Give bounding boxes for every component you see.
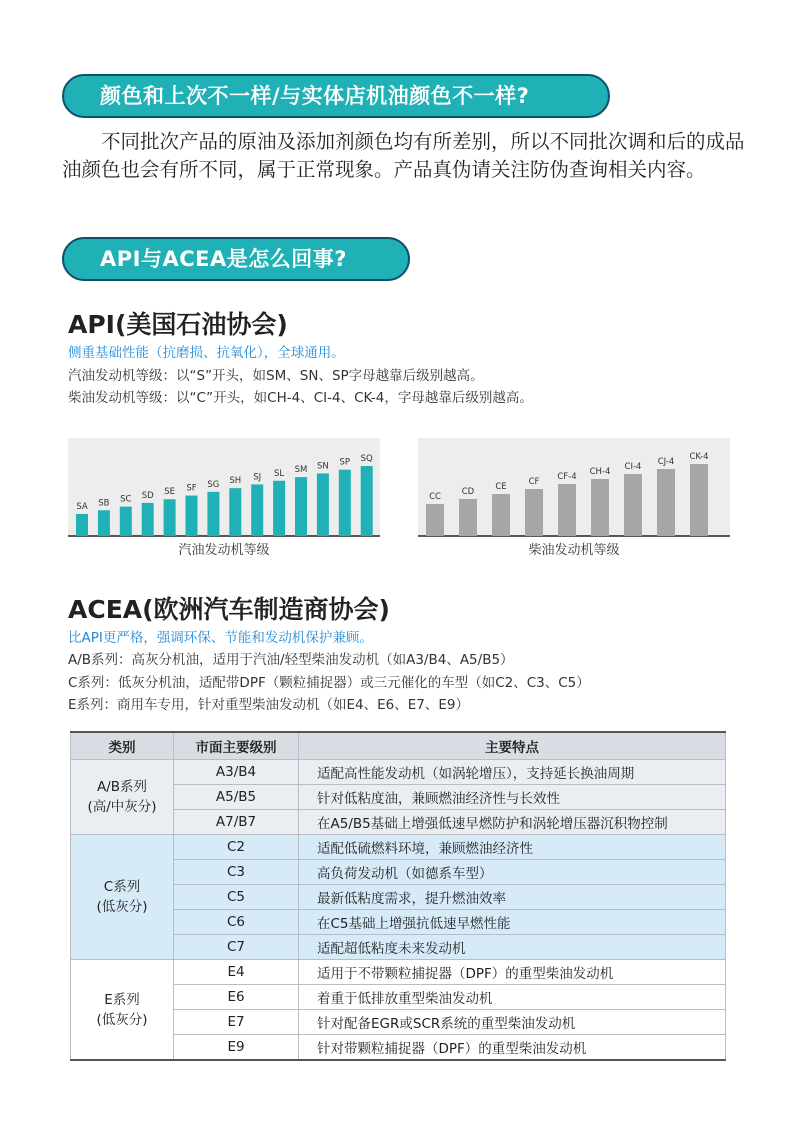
gasoline-bar-sb — [98, 510, 110, 536]
feature-cell: 适配低硫燃料环境，兼顾燃油经济性 — [299, 835, 726, 860]
gasoline-bar-label: SL — [274, 468, 285, 479]
gasoline-bar-sp — [339, 470, 351, 536]
feature-cell: 针对低粘度油，兼顾燃油经济性与长效性 — [299, 785, 726, 810]
gasoline-bar-label: SE — [164, 487, 175, 498]
diesel-bar-label: CH-4 — [589, 467, 611, 477]
grade-cell: C7 — [174, 935, 299, 960]
gasoline-bar-label: SJ — [253, 472, 262, 483]
feature-cell: 高负荷发动机（如德系车型） — [299, 860, 726, 885]
feature-cell: 最新低粘度需求，提升燃油效率 — [299, 885, 726, 910]
gasoline-bar-label: SH — [229, 476, 242, 487]
gasoline-bar-label: SG — [207, 479, 220, 490]
gasoline-bar-sl — [273, 481, 285, 536]
category-ash: (高/中灰分) — [87, 799, 157, 815]
grade-cell: E9 — [174, 1035, 299, 1061]
gasoline-grade-chart — [68, 438, 380, 558]
gasoline-bar-label: SM — [294, 465, 308, 476]
diesel-bar-label: CJ-4 — [657, 457, 675, 467]
diesel-chart-label: 柴油发动机等级 — [528, 543, 620, 558]
grade-cell: C3 — [174, 860, 299, 885]
diesel-bar-label: CI-4 — [624, 462, 642, 472]
faq-heading-api-acea: API与ACEA是怎么回事? — [62, 237, 410, 281]
acea-title: ACEA(欧洲汽车制造商协会) — [68, 595, 390, 624]
diesel-bar-ci-4 — [624, 474, 642, 536]
diesel-bar-ck-4 — [690, 464, 708, 536]
grade-cell: C2 — [174, 835, 299, 860]
diesel-bar-label: CD — [461, 487, 475, 497]
feature-cell: 适配超低粘度未来发动机 — [299, 935, 726, 960]
diesel-bar-label: CF — [528, 477, 540, 487]
acea-ab-line: A/B系列：高灰分机油，适用于汽油/轻型柴油发动机（如A3/B4、A5/B5） — [68, 652, 514, 668]
grade-cell: C5 — [174, 885, 299, 910]
table-row — [71, 760, 726, 785]
gasoline-bar-sj — [251, 484, 263, 536]
api-gasoline-line: 汽油发动机等级：以“S”开头，如SM、SN、SP字母越靠后级别越高。 — [68, 368, 484, 384]
gasoline-bar-label: SF — [186, 483, 197, 494]
category-ab — [71, 760, 174, 835]
faq-heading-oil-color: 颜色和上次不一样/与实体店机油颜色不一样? — [62, 74, 610, 118]
category-ash: (低灰分) — [96, 899, 148, 915]
category-name: A/B系列 — [96, 779, 148, 795]
header-category: 类别 — [71, 732, 174, 760]
feature-cell: 着重于低排放重型柴油发动机 — [299, 985, 726, 1010]
diesel-grade-chart — [418, 438, 730, 558]
diesel-bar-cf — [525, 489, 543, 536]
gasoline-bar-label: SA — [76, 502, 88, 512]
gasoline-bar-label: SD — [141, 490, 154, 501]
diesel-bar-label: CC — [429, 492, 441, 502]
api-diesel-line: 柴油发动机等级：以“C”开头，如CH-4、CI-4、CK-4，字母越靠后级别越高。 — [68, 390, 533, 406]
diesel-bar-cc — [426, 504, 444, 536]
gasoline-bar-label: SC — [120, 494, 132, 505]
acea-note: 比API更严格，强调环保、节能和发动机保护兼顾。 — [68, 630, 373, 646]
category-name: C系列 — [103, 879, 141, 895]
acea-c-line: C系列：低灰分机油，适配带DPF（颗粒捕捉器）或三元催化的车型（如C2、C3、C5） — [68, 675, 590, 691]
gasoline-bar-sc — [120, 507, 132, 536]
gasoline-bar-sh — [229, 488, 241, 536]
gasoline-bar-sa — [76, 514, 88, 536]
diesel-bar-label: CF-4 — [557, 472, 577, 482]
category-name: E系列 — [104, 991, 140, 1008]
diesel-bar-cd — [459, 499, 477, 536]
feature-cell: 在C5基础上增强抗低速早燃性能 — [299, 910, 726, 935]
gasoline-bar-sq — [361, 466, 373, 536]
gasoline-bar-sm — [295, 477, 307, 536]
gasoline-bar-label: SB — [98, 498, 110, 509]
gasoline-bar-sn — [317, 473, 329, 536]
gasoline-bar-label: SQ — [360, 454, 373, 464]
api-grade-charts — [0, 430, 800, 570]
category-e — [71, 960, 174, 1061]
table-row — [71, 960, 726, 985]
api-note: 侧重基础性能（抗磨损、抗氧化），全球通用。 — [68, 345, 345, 361]
grade-cell: E4 — [174, 960, 299, 985]
diesel-bar-label: CE — [495, 482, 507, 492]
table-row — [71, 835, 726, 860]
acea-grade-table — [70, 731, 726, 1061]
diesel-bar-label: CK-4 — [689, 452, 709, 462]
feature-cell: 适用于不带颗粒捕捉器（DPF）的重型柴油发动机 — [299, 960, 726, 985]
grade-cell: E7 — [174, 1010, 299, 1035]
acea-e-line: E系列：商用车专用，针对重型柴油发动机（如E4、E6、E7、E9） — [68, 697, 470, 713]
gasoline-bar-sf — [186, 496, 198, 536]
feature-cell: 针对配备EGR或SCR系统的重型柴油发动机 — [299, 1010, 726, 1035]
feature-cell: 在A5/B5基础上增强低速早燃防护和涡轮增压器沉积物控制 — [299, 810, 726, 835]
gasoline-chart-background — [68, 438, 380, 536]
oil-color-explanation: 不同批次产品的原油及添加剂颜色均有所差别，所以不同批次调和后的成品油颜色也会有所不同，属于正常现象。产品真伪请关注防伪查询相关内容。 — [62, 130, 745, 181]
gasoline-bar-se — [164, 499, 176, 536]
api-title: API(美国石油协会) — [68, 310, 288, 339]
grade-cell: C6 — [174, 910, 299, 935]
feature-cell: 针对带颗粒捕捉器（DPF）的重型柴油发动机 — [299, 1035, 726, 1061]
grade-cell: A7/B7 — [174, 810, 299, 835]
diesel-bar-cf-4 — [558, 484, 576, 536]
gasoline-bar-sg — [207, 492, 219, 536]
gasoline-bar-sd — [142, 503, 154, 536]
gasoline-bar-label: SN — [317, 461, 329, 472]
diesel-bar-ce — [492, 494, 510, 536]
gasoline-chart-label: 汽油发动机等级 — [178, 543, 270, 558]
header-feature: 主要特点 — [299, 732, 726, 760]
gasoline-bar-label: SP — [339, 457, 351, 468]
diesel-bar-cj-4 — [657, 469, 675, 536]
table-header-row — [71, 732, 726, 760]
diesel-bar-ch-4 — [591, 479, 609, 536]
grade-cell: A5/B5 — [174, 785, 299, 810]
category-c — [71, 835, 174, 960]
category-ash: (低灰分) — [96, 1011, 148, 1028]
feature-cell: 适配高性能发动机（如涡轮增压），支持延长换油周期 — [299, 760, 726, 785]
grade-cell: A3/B4 — [174, 760, 299, 785]
grade-cell: E6 — [174, 985, 299, 1010]
header-grade: 市面主要级别 — [174, 732, 299, 760]
